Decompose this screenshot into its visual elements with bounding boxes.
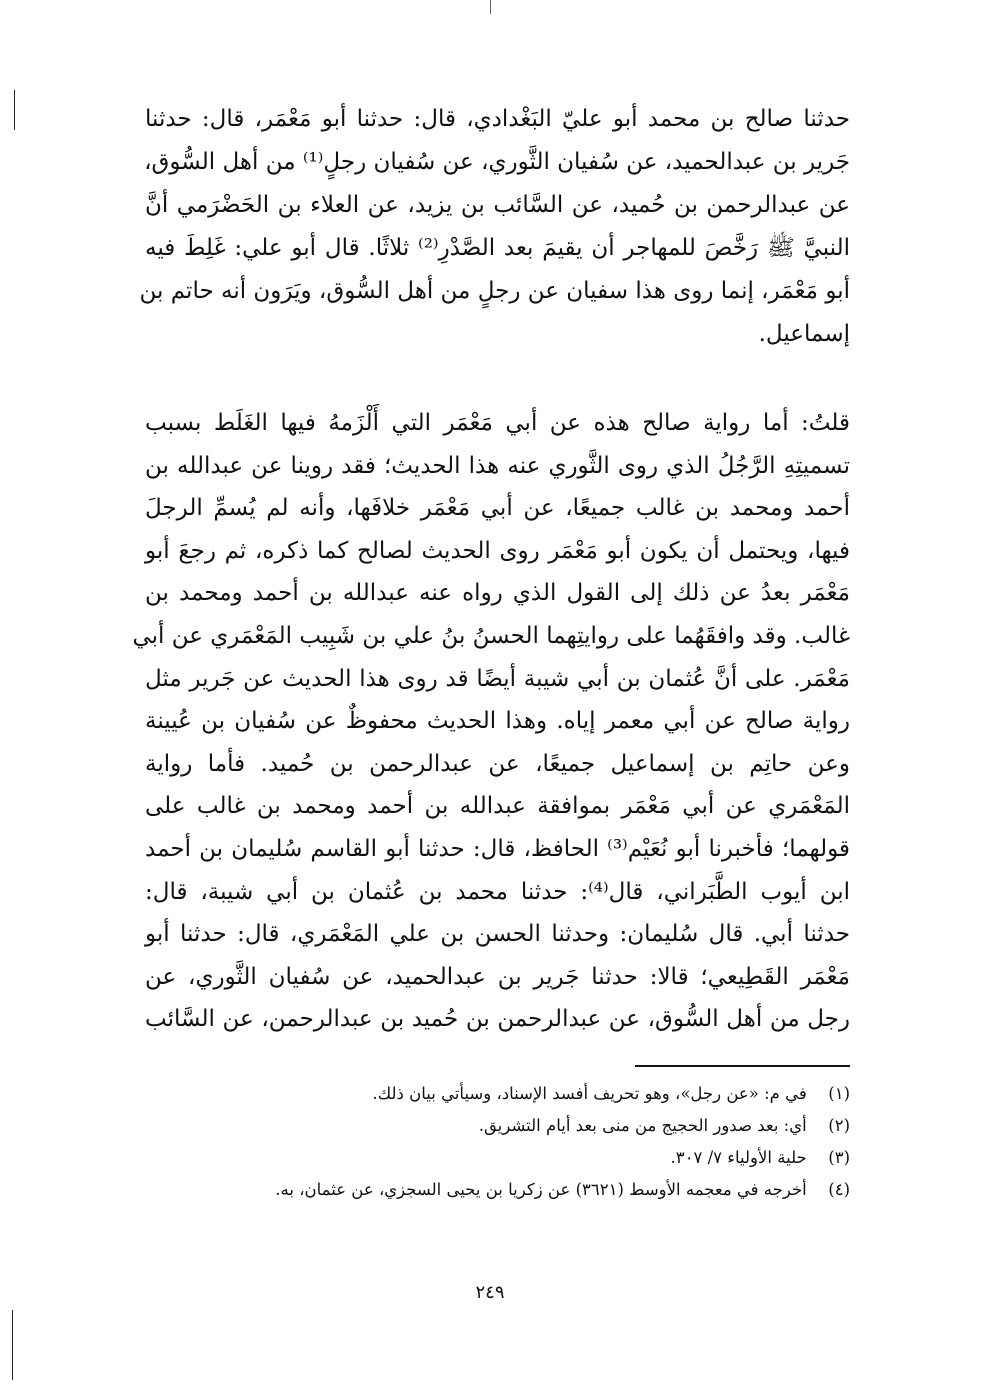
- footnote-separator: [635, 1065, 850, 1067]
- footnote-text: أخرجه في معجمه الأوسط (٣٦٢١) عن زكريا بن يحيى السجزي، عن عثمان، به.: [275, 1180, 807, 1199]
- text-line: غالب. وقد وافقَهُما على روايتِهما الحسنُ بنُ علي بن شَبِيب المَعْمَري عن أبي: [132, 622, 850, 649]
- text-line: عن عبدالرحمن بن حُميد، عن السَّائب بن يزيد، عن العلاء بن الحَضْرَمي أنَّ: [145, 192, 850, 218]
- footnote-text: حلية الأولياء ٧/ ٣٠٧.: [670, 1148, 807, 1167]
- paragraph-2: [132, 402, 851, 1041]
- paragraph-1: [139, 98, 851, 356]
- text-line: مَعْمَر القَطِيعي؛ قالا: حدثنا جَرير بن عبدالحميد، عن سُفيان الثَّوري، عن: [145, 963, 850, 990]
- footnote-3: [145, 1142, 850, 1174]
- text-line: حدثنا صالح بن محمد أبو عليّ البَغْدادي، قال: حدثنا أبو مَعْمَر، قال: حدثنا: [145, 106, 850, 132]
- footnote-1: [145, 1078, 850, 1110]
- text-line: أبو مَعْمَر، إنما روى هذا سفيان عن رجلٍ من أهل السُّوق، ويَرَون أنه حاتم بن: [139, 278, 850, 304]
- text-line: أحمد ومحمد بن غالب جميعًا، عن أبي مَعْمَر خلافَها، وأنه لم يُسمِّ الرجلَ: [145, 495, 850, 522]
- text-line: قولهما؛ فأخبرنا أبو نُعَيْم⁽³⁾ الحافظ، قال: حدثنا أبو القاسم سُليمان بن أحمد: [145, 835, 850, 862]
- scan-mark-top: [490, 0, 491, 14]
- text-line: إسماعيل.: [758, 321, 850, 347]
- footnote-number: (٤): [828, 1180, 850, 1199]
- text-line: النبيَّ ﷺ رَخَّصَ للمهاجر أن يقيمَ بعد الصَّدْرِ⁽²⁾ ثلاثًا. قال أبو علي: غَلِطَ فيه: [145, 235, 851, 261]
- footnote-4: [145, 1174, 850, 1206]
- text-line: قلتُ: أما رواية صالح هذه عن أبي مَعْمَر التي أَلْزَمهُ فيها الغَلَط بسبب: [145, 410, 850, 436]
- page-number: ٢٤٩: [475, 1282, 505, 1303]
- footnote-text: أي: بعد صدور الحجيج من منى بعد أيام التشريق.: [478, 1116, 807, 1135]
- footnotes: [145, 1078, 850, 1206]
- text-line: مَعْمَر بعدُ عن ذلك إلى القول الذي رواه عنه عبدالله بن أحمد ومحمد بن: [145, 580, 850, 607]
- text-line: رجل من أهل السُّوق، عن عبدالرحمن بن حُميد بن عبدالرحمن، عن السَّائب: [145, 1006, 850, 1033]
- text-line: ابن أيوب الطَّبَراني، قال⁽⁴⁾: حدثنا محمد بن عُثمان بن أبي شيبة، قال:: [145, 878, 851, 905]
- footnote-number: (١): [828, 1084, 850, 1103]
- text-line: حدثنا أبي. قال سُليمان: وحدثنا الحسن بن علي المَعْمَري، قال: حدثنا أبو: [145, 921, 850, 948]
- text-line: وعن حاتِم بن إسماعيل جميعًا، عن عبدالرحمن بن حُميد. فأما رواية: [145, 750, 850, 777]
- text-line: تسميتِهِ الرَّجُلُ الذي روى الثَّوري عنه هذا الحديث؛ فقد روينا عن عبدالله بن: [145, 452, 850, 479]
- footnote-number: (٣): [828, 1148, 850, 1167]
- text-line: فيها، ويحتمل أن يكون أبو مَعْمَر روى الحديث لصالح كما ذكره، ثم رجعَ أبو: [145, 537, 850, 564]
- scan-mark-left-bottom: [12, 1310, 13, 1380]
- footnote-2: [145, 1110, 850, 1142]
- text-line: المَعْمَري عن أبي مَعْمَر بموافقة عبدالله بن أحمد ومحمد بن غالب على: [145, 793, 850, 820]
- text-line: رواية صالح عن أبي معمر إياه. وهذا الحديث محفوظٌ عن سُفيان بن عُيينة: [145, 708, 850, 735]
- text-line: جَرير بن عبدالحميد، عن سُفيان الثَّوري، عن سُفيان رجلٍ⁽¹⁾ من أهل السُّوق،: [144, 149, 850, 175]
- footnote-number: (٢): [828, 1116, 850, 1135]
- text-line: مَعْمَر. على أنَّ عُثمان بن أبي شيبة أيضًا قد روى هذا الحديث عن جَرير مثل: [145, 665, 850, 692]
- scan-mark-left-top: [14, 90, 15, 130]
- footnote-text: في م: «عن رجل»، وهو تحريف أفسد الإسناد، وسيأتي بيان ذلك.: [372, 1084, 807, 1103]
